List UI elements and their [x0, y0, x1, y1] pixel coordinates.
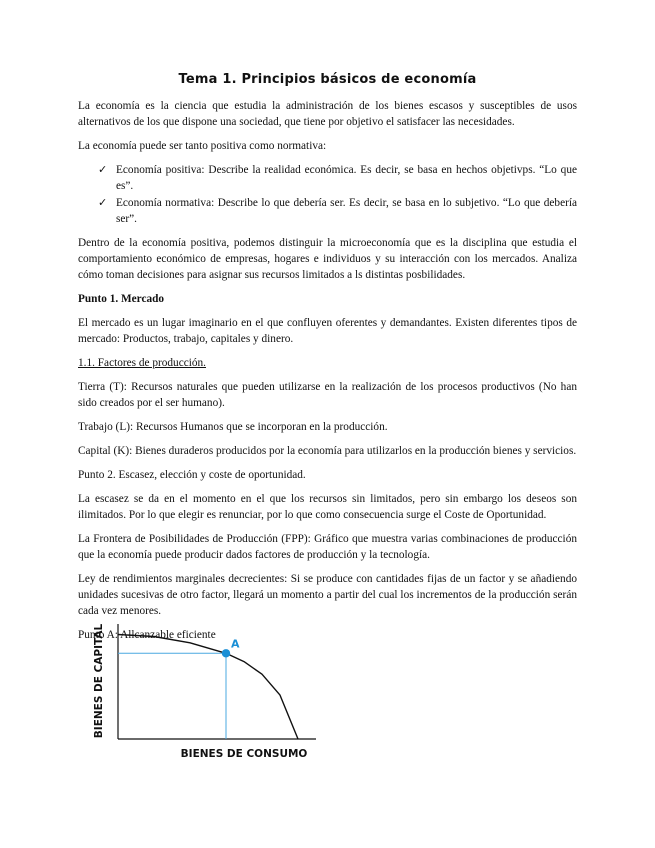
y-axis-label: BIENES DE CAPITAL — [93, 623, 105, 739]
x-axis-label: BIENES DE CONSUMO — [180, 748, 308, 760]
factores-heading-text: 1.1. Factores de producción. — [78, 357, 206, 369]
point-a-label: A — [231, 637, 240, 651]
ley-paragraph: Ley de rendimientos marginales decrecientes: Si se produce con cantidades fijas de un factor y se añadiendo unidades sucesivas de otro factor, llegará un momento a partir del cual los incrementos de la producción serán cada vez menores. — [78, 573, 577, 617]
punto2-heading: Punto 2. Escasez, elección y coste de oportunidad. — [78, 469, 306, 481]
list-item — [78, 195, 577, 227]
page-title: Tema 1. Principios básicos de economía — [178, 72, 477, 87]
checkmark-icon: ✓ — [98, 163, 108, 176]
economy-types-list — [78, 162, 577, 227]
fpp-chart-svg — [86, 624, 316, 764]
fpp-paragraph: La Frontera de Posibilidades de Producción (FPP): Gráfico que muestra varias combinaciones de producción que la economía puede producir dados factores de producción y la tecnología. — [78, 533, 577, 561]
document-body — [78, 72, 577, 651]
capital-paragraph: Capital (K): Bienes duraderos producidos por la economía para utilizarlos en la producción bienes y servicios. — [78, 445, 577, 457]
fpp-chart — [86, 624, 316, 764]
punto1-heading: Punto 1. Mercado — [78, 293, 165, 305]
point-a-marker — [222, 649, 230, 657]
trabajo-paragraph: Trabajo (L): Recursos Humanos que se incorporan en la producción. — [78, 421, 388, 433]
intro-paragraph: La economía es la ciencia que estudia la administración de los bienes escasos y susceptibles de usos alternativos de los que dispone una sociedad, que tiene por objetivo el satisfacer las necesidades. — [78, 100, 577, 128]
microeconomics-paragraph: Dentro de la economía positiva, podemos distinguir la microeconomía que es la disciplina que estudia el comportamiento económico de empresas, hogares e individuos y su interacción con los mercados. Analiza cómo toman decisiones para asignar sus recursos limitados a ls distintas posbilidades. — [78, 237, 577, 281]
list-item-text: Economía positiva: Describe la realidad económica. Es decir, se basa en hechos objetivps. “Lo que es”. — [116, 164, 577, 192]
factores-heading — [78, 355, 577, 371]
list-item-text: Economía normativa: Describe lo que debería ser. Es decir, se basa en lo subjetivo. “Lo que debería ser”. — [116, 197, 577, 225]
escasez-paragraph: La escasez se da en el momento en el que los recursos sin limitados, pero sin embargo los deseos son ilimitados. Por lo que elegir es renunciar, por lo que como consecuencia surge el Coste de Oportunidad. — [78, 493, 577, 521]
tierra-paragraph: Tierra (T): Recursos naturales que pueden utilizarse en la realización de los procesos productivos (No han sido creados por el ser humano). — [78, 381, 577, 409]
checkmark-icon: ✓ — [98, 196, 108, 209]
fpp-curve — [118, 635, 298, 740]
punto-a-caption: Punto A: Allcanzable eficiente — [78, 629, 216, 641]
list-item — [78, 162, 577, 194]
normative-intro: La economía puede ser tanto positiva como normativa: — [78, 140, 327, 152]
mercado-paragraph: El mercado es un lugar imaginario en el que confluyen oferentes y demandantes. Existen diferentes tipos de mercado: Productos, trabajo, capitales y dinero. — [78, 317, 577, 345]
